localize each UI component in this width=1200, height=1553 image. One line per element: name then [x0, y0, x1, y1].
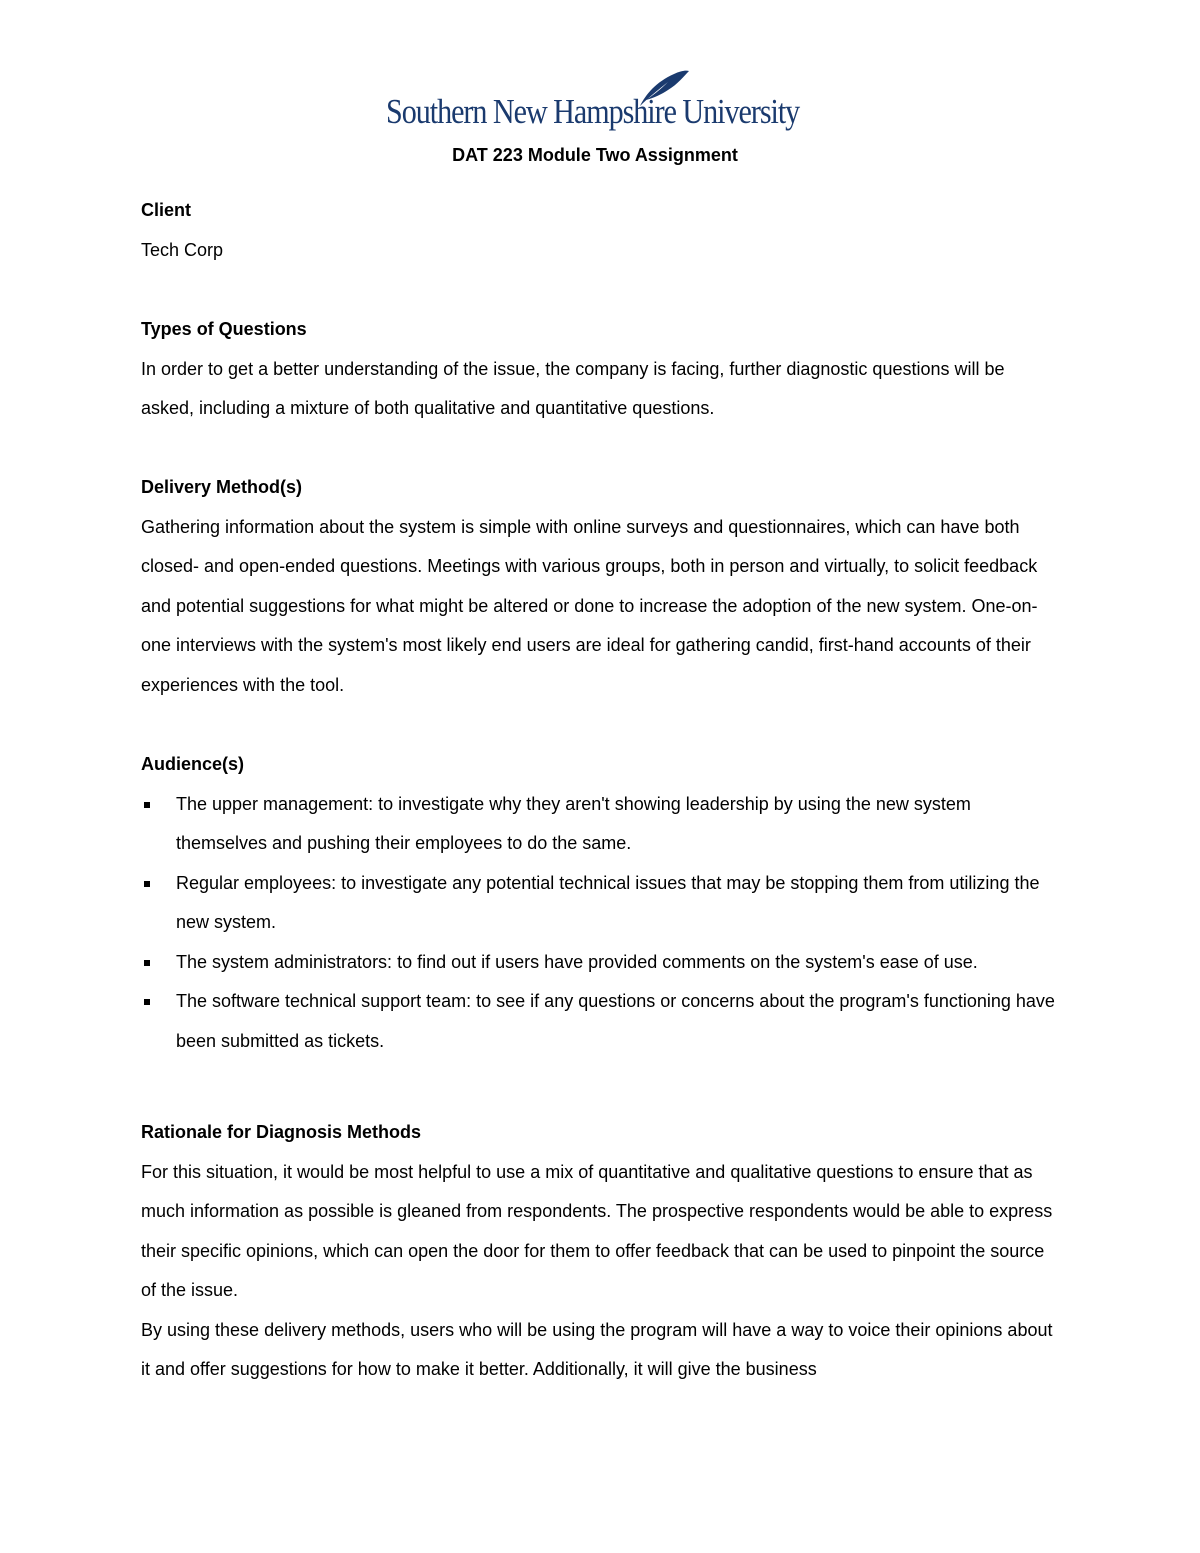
rationale-section — [141, 1113, 1061, 1390]
types-of-questions-body: In order to get a better understanding of the issue, the company is facing, further diagnostic questions will be asked, including a mixture of both qualitative and quantitative questions. — [141, 358, 1005, 418]
delivery-methods-heading: Delivery Method(s) — [141, 477, 303, 497]
bullet-icon — [144, 960, 150, 966]
client-section — [141, 191, 1061, 270]
audience-item-text: The upper management: to investigate why they aren't showing leadership by using the new system themselves and pushing their employees to do the same. — [176, 793, 971, 853]
audience-item-text: The software technical support team: to see if any questions or concerns about the program's functioning have been submitted as tickets. — [176, 991, 1055, 1051]
rationale-paragraph-2: By using these delivery methods, users who will be using the program will have a way to voice their opinions about it and offer suggestions for how to make it better. Additionally, it will give the business — [141, 1319, 1053, 1379]
list-item — [141, 943, 1061, 983]
list-item — [141, 785, 1061, 864]
audience-item-text: The system administrators: to find out if users have provided comments on the system's ease of use. — [176, 951, 978, 972]
list-item — [141, 982, 1061, 1061]
audience-item-text: Regular employees: to investigate any potential technical issues that may be stopping them from utilizing the new system. — [176, 872, 1040, 932]
logo-wordmark: Southern New Hampshire University — [386, 92, 800, 131]
bullet-icon — [144, 999, 150, 1005]
types-of-questions-heading: Types of Questions — [141, 319, 307, 339]
audiences-section — [141, 745, 1061, 1061]
audiences-heading: Audience(s) — [141, 754, 245, 774]
types-of-questions-section — [141, 310, 1061, 429]
client-body: Tech Corp — [141, 239, 224, 260]
audience-list — [141, 785, 1061, 1062]
university-logo — [386, 68, 816, 138]
rationale-paragraph-1: For this situation, it would be most helpful to use a mix of quantitative and qualitative questions to ensure that as much information as possible is gleaned from respondents. The prospective respondents would be able to express their specific opinions, which can open the door for them to offer feedback that can be used to pinpoint the source of the issue. — [141, 1161, 1053, 1300]
delivery-methods-section — [141, 468, 1061, 705]
delivery-methods-body: Gathering information about the system is simple with online surveys and questionnaires, which can have both closed- and open-ended questions. Meetings with various groups, both in person and virtually, to solicit feedback and potential suggestions for what might be altered or done to increase the adoption of the new system. One-on-one interviews with the system's most likely end users are ideal for gathering candid, first-hand accounts of their experiences with the tool. — [141, 516, 1038, 695]
bullet-icon — [144, 881, 150, 887]
bullet-icon — [144, 802, 150, 808]
list-item — [141, 864, 1061, 943]
client-heading: Client — [141, 200, 192, 220]
document-title: DAT 223 Module Two Assignment — [452, 145, 738, 165]
rationale-heading: Rationale for Diagnosis Methods — [141, 1122, 422, 1142]
